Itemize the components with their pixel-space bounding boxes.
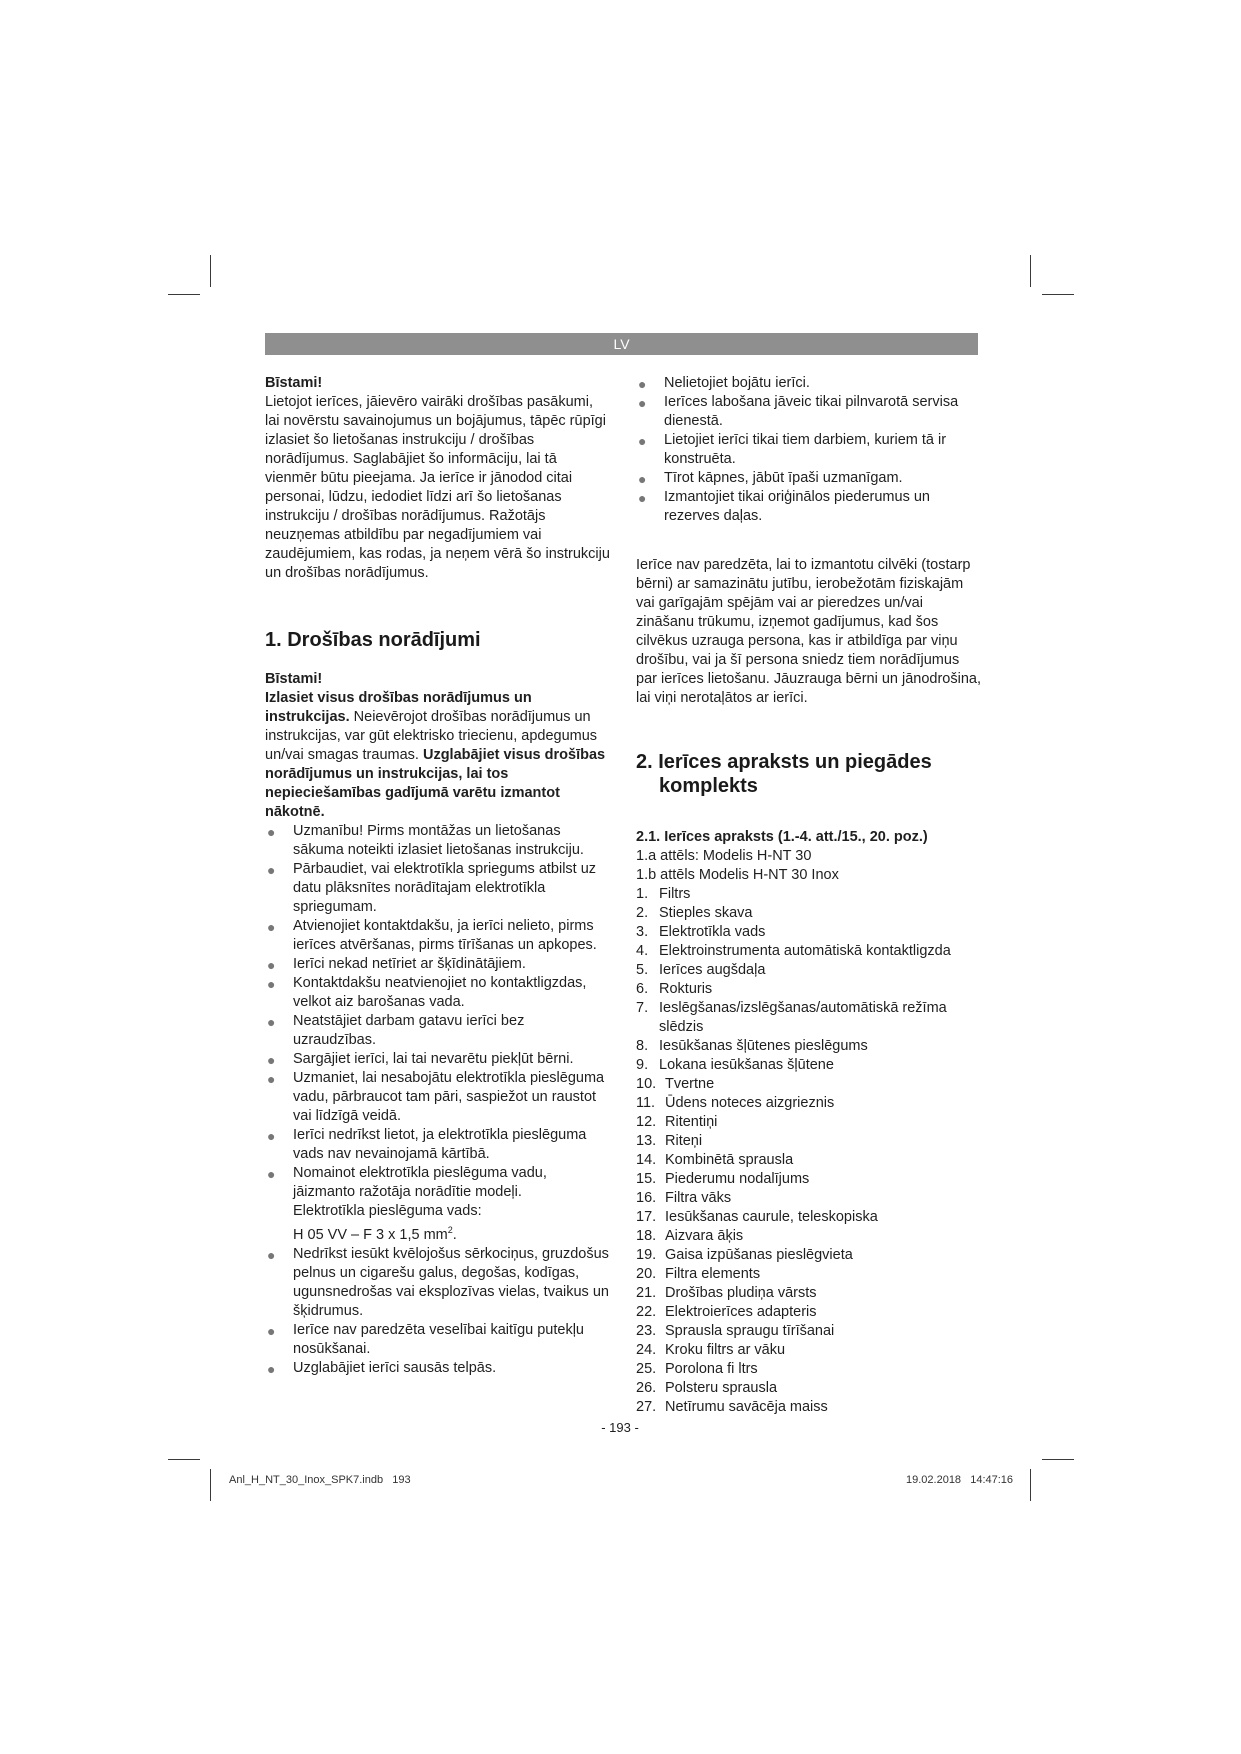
list-item: ● Izmantojiet tikai oriģinālos piederumus un rezerves daļas. bbox=[638, 489, 930, 524]
bullet-icon: ● bbox=[267, 1166, 276, 1182]
bullet-icon: ● bbox=[267, 919, 276, 935]
list-item: ● Uzglabājiet ierīci sausās telpās. bbox=[267, 1359, 497, 1377]
subsection-2-1-heading: 2.1. Ierīces apraksts (1.-4. att./15., 20. poz.) bbox=[636, 829, 928, 845]
crop-mark bbox=[1042, 1459, 1074, 1460]
list-item: ● Atvienojiet kontaktdakšu, ja ierīci nelieto, pirms ierīces atvēršanas, pirms tīrīšanas un apkopes. bbox=[267, 918, 597, 953]
footer-timestamp: 19.02.2018 14:47:16 bbox=[906, 1474, 1014, 1486]
list-item: ● Ierīci nedrīkst lietot, ja elektrotīkla pieslēguma vads nav nevainojamā kārtībā. bbox=[267, 1127, 587, 1162]
list-item: 4. Elektroinstrumenta automātiskā kontaktligzda bbox=[636, 943, 951, 959]
list-item: ● Kontaktdakšu neatvienojiet no kontaktligzdas, velkot aiz barošanas vada. bbox=[267, 975, 587, 1010]
children-supervision-text: Ierīce nav paredzēta, lai to izmantotu cilvēki (tostarp bērni) ar samazinātu jutību, ierobežotām fiziskajām vai garīgajām spējām vai ar pieredzes un/vai zināšanu trūkumu, izņemot gadījumus, kad šos cilvēkus uzrauga persona, kas ir atbildīga par viņu drošību, vai ja šī persona sniedz tiem norādījumus par ierīces lietošanu. Jāuzrauga bērni un jānodrošina, lai viņi nerotaļātos ar ierīci. bbox=[636, 557, 981, 706]
list-item: ● Ierīce nav paredzēta veselībai kaitīgu putekļu nosūkšanai. bbox=[267, 1321, 584, 1357]
list-item: 8. Iesūkšanas šļūtenes pieslēgums bbox=[636, 1038, 868, 1054]
list-item: 21. Drošības pludiņa vārsts bbox=[636, 1285, 817, 1301]
list-item: 7. Ieslēgšanas/izslēgšanas/automātiskā režīma slēdzis bbox=[636, 1000, 947, 1035]
crop-mark bbox=[210, 1469, 211, 1501]
list-item: 25. Porolona fi ltrs bbox=[636, 1361, 758, 1377]
warning2-title: Bīstami! bbox=[265, 671, 323, 687]
bullet-icon: ● bbox=[638, 471, 647, 487]
list-item: 5. Ierīces augšdaļa bbox=[636, 962, 766, 978]
list-item: 20. Filtra elements bbox=[636, 1266, 761, 1282]
footer-file-name: Anl_H_NT_30_Inox_SPK7.indb 193 bbox=[229, 1474, 411, 1486]
figure-caption-a: 1.a attēls: Modelis H-NT 30 bbox=[636, 848, 812, 864]
section-1-heading: 1. Drošības norādījumi bbox=[265, 629, 481, 651]
crop-mark bbox=[1030, 1469, 1031, 1501]
list-item-cable: ● Nomainot elektrotīkla pieslēguma vadu, jāizmanto ražotāja norādītie modeļi. Elektrotīkla pieslēguma vads: H 05 VV – F 3 x 1,5 $mm^2$. bbox=[267, 1165, 547, 1243]
list-item: 17. Iesūkšanas caurule, teleskopiska bbox=[636, 1209, 878, 1225]
bullet-icon: ● bbox=[267, 1071, 276, 1087]
list-item: ● Uzmaniet, lai nesabojātu elektrotīkla pieslēguma vadu, pārbraucot tam pāri, saspiežot un raustot vai līdzīgā veidā. bbox=[267, 1070, 605, 1124]
list-item: 9. Lokana iesūkšanas šļūtene bbox=[636, 1057, 834, 1073]
list-item: 18. Aizvara āķis bbox=[636, 1228, 744, 1244]
bullet-icon: ● bbox=[638, 376, 647, 392]
bullet-icon: ● bbox=[267, 862, 276, 878]
safety-bullet-list bbox=[265, 822, 610, 1378]
list-item: 6. Rokturis bbox=[636, 981, 713, 997]
intro-text: Lietojot ierīces, jāievēro vairāki drošības pasākumi, lai novērstu savainojumus un bojājumus, tāpēc rūpīgi izlasiet šo lietošanas instrukciju / drošības norādījumus. Saglabājiet šo informāciju, lai tā vienmēr būtu pieejama. Ja ierīce ir jānodod citai personai, lūdzu, iedodiet līdzi arī šo lietošanas instrukciju / drošības norādījumus. Ražotājs neuzņemas atbildību par negadījumiem vai zaudējumiem, kas rodas, ja neņem vērā šo instrukciju un drošības norādījumus. bbox=[265, 394, 610, 581]
list-item: 12. Ritentiņi bbox=[636, 1114, 718, 1130]
bullet-icon: ● bbox=[267, 976, 276, 992]
section-2-heading: 2. Ierīces apraksts un piegādes komplekts bbox=[636, 751, 932, 797]
left-column bbox=[265, 374, 610, 1378]
list-item: 23. Sprausla spraugu tīrīšanai bbox=[636, 1323, 835, 1339]
warning-title: Bīstami! bbox=[265, 375, 323, 391]
list-item: 2. Stieples skava bbox=[636, 905, 753, 921]
list-item: 19. Gaisa izpūšanas pieslēgvieta bbox=[636, 1247, 853, 1263]
crop-mark bbox=[168, 294, 200, 295]
bullet-icon: ● bbox=[267, 957, 276, 973]
list-item: 27. Netīrumu savācēja maiss bbox=[636, 1399, 828, 1415]
list-item: ● Neatstājiet darbam gatavu ierīci bez uzraudzības. bbox=[267, 1013, 525, 1048]
crop-mark bbox=[1030, 255, 1031, 287]
crop-mark bbox=[168, 1459, 200, 1460]
list-item: 16. Filtra vāks bbox=[636, 1190, 732, 1206]
list-item: 14. Kombinētā sprausla bbox=[636, 1152, 794, 1168]
list-item: 15. Piederumu nodalījums bbox=[636, 1171, 810, 1187]
list-item: ● Lietojiet ierīci tikai tiem darbiem, kuriem tā ir konstruēta. bbox=[638, 432, 947, 467]
bullet-icon: ● bbox=[638, 433, 647, 449]
bullet-icon: ● bbox=[267, 1052, 276, 1068]
bullet-icon: ● bbox=[638, 490, 647, 506]
list-item: 24. Kroku filtrs ar vāku bbox=[636, 1342, 786, 1358]
language-header bbox=[265, 333, 978, 355]
warning2-bold-1: Izlasiet visus drošības norādījumus un instrukcijas. bbox=[265, 690, 532, 725]
list-item: 1. Filtrs bbox=[636, 886, 691, 902]
crop-mark bbox=[210, 255, 211, 287]
warning2-paragraph bbox=[265, 689, 610, 822]
list-item: ● Sargājiet ierīci, lai tai nevarētu piekļūt bērni. bbox=[267, 1051, 574, 1068]
list-item: ● Tīrot kāpnes, jābūt īpaši uzmanīgam. bbox=[638, 470, 903, 487]
list-item: 22. Elektroierīces adapteris bbox=[636, 1304, 817, 1320]
warning2-bold-2: Uzglabājiet visus drošības norādījumus un instrukcijas, lai tos nepieciešamības gadījumā varētu izmantot nākotnē. bbox=[265, 747, 606, 820]
bullet-icon: ● bbox=[267, 1322, 276, 1339]
list-item: 11. Ūdens noteces aizgrieznis bbox=[636, 1095, 835, 1111]
crop-mark bbox=[1042, 294, 1074, 295]
list-item: 3. Elektrotīkla vads bbox=[636, 924, 766, 940]
list-item: ● Ierīces labošana jāveic tikai pilnvarotā servisa dienestā. bbox=[638, 394, 959, 429]
parts-list bbox=[636, 885, 981, 1417]
language-code: LV bbox=[613, 336, 630, 352]
list-item: 26. Polsteru sprausla bbox=[636, 1380, 778, 1396]
bullet-icon: ● bbox=[267, 824, 276, 840]
warning2-text: Neievērojot drošības norādījumus un instrukcijas, var gūt elektrisko triecienu, apdegumus un/vai smagas traumas. bbox=[265, 709, 598, 763]
list-item: 13. Riteņi bbox=[636, 1133, 703, 1149]
list-item: ● Ierīci nekad netīriet ar šķīdinātājiem. bbox=[267, 956, 526, 973]
safety-bullet-list-continued bbox=[636, 374, 981, 526]
list-item: ● Uzmanību! Pirms montāžas un lietošanas sākuma noteikti izlasiet lietošanas instrukciju. bbox=[267, 823, 584, 858]
bullet-icon: ● bbox=[267, 1360, 276, 1377]
list-item: ● Nelietojiet bojātu ierīci. bbox=[638, 375, 810, 392]
bullet-icon: ● bbox=[267, 1128, 276, 1144]
bullet-icon: ● bbox=[638, 395, 647, 411]
list-item: ● Pārbaudiet, vai elektrotīkla spriegums atbilst uz datu plāksnītes norādītajam elektrotīkla spriegumam. bbox=[267, 861, 597, 915]
list-item: 10. Tvertne bbox=[636, 1076, 715, 1092]
right-column bbox=[636, 374, 981, 1417]
bullet-icon: ● bbox=[267, 1246, 276, 1263]
list-item: ● Nedrīkst iesūkt kvēlojošus sērkociņus, gruzdošus pelnus un cigarešu galus, degošas, kodīgas, ugunsnedrošas vai eksplozīvas vielas, tvaikus un šķidrumus. bbox=[267, 1245, 609, 1319]
bullet-icon: ● bbox=[267, 1014, 276, 1030]
page-number: - 193 - bbox=[601, 1420, 639, 1435]
figure-caption-b: 1.b attēls Modelis H-NT 30 Inox bbox=[636, 867, 839, 883]
